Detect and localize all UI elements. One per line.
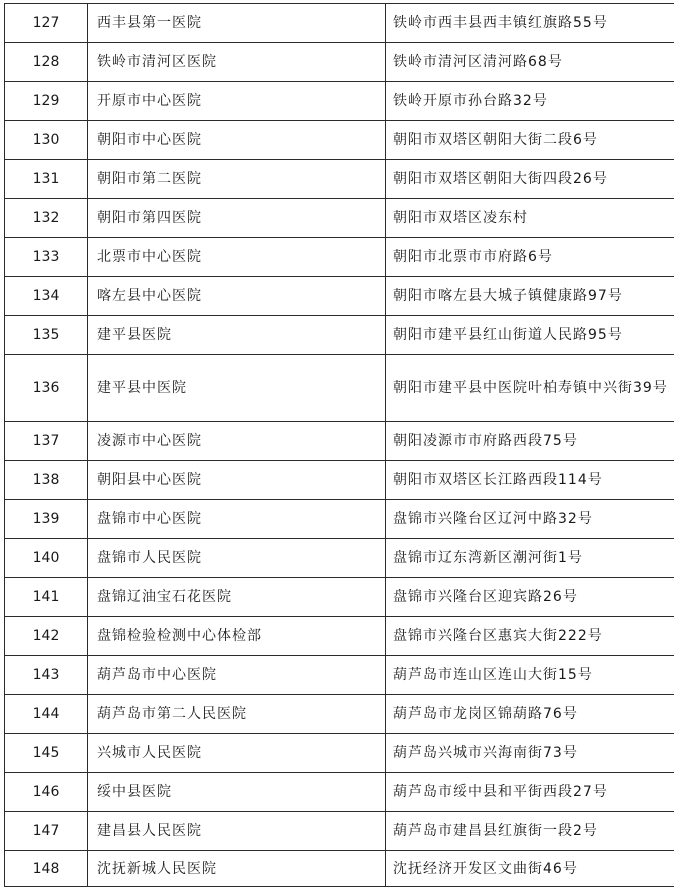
hospital-address: 葫芦岛市建昌县红旗街一段2号 xyxy=(386,812,674,851)
row-number: 145 xyxy=(5,734,88,773)
hospital-name: 喀左县中心医院 xyxy=(88,277,386,316)
hospital-address: 朝阳市北票市市府路6号 xyxy=(386,238,674,277)
row-number: 127 xyxy=(5,4,88,43)
hospital-name: 兴城市人民医院 xyxy=(88,734,386,773)
table-row xyxy=(5,82,674,121)
row-number: 138 xyxy=(5,461,88,500)
hospital-address: 沈抚经济开发区文曲街46号 xyxy=(386,851,674,887)
table-row xyxy=(5,199,674,238)
hospital-address: 朝阳市建平县红山街道人民路95号 xyxy=(386,316,674,355)
table-row xyxy=(5,812,674,851)
table-row xyxy=(5,734,674,773)
hospital-address: 铁岭开原市孙台路32号 xyxy=(386,82,674,121)
hospital-address: 盘锦市辽东湾新区潮河街1号 xyxy=(386,539,674,578)
table-row xyxy=(5,851,674,887)
hospital-name: 盘锦检验检测中心体检部 xyxy=(88,617,386,656)
table-row xyxy=(5,539,674,578)
table-row xyxy=(5,160,674,199)
hospital-name: 朝阳市第四医院 xyxy=(88,199,386,238)
hospital-address: 朝阳市喀左县大城子镇健康路97号 xyxy=(386,277,674,316)
row-number: 140 xyxy=(5,539,88,578)
table-row xyxy=(5,238,674,277)
hospital-name: 建昌县人民医院 xyxy=(88,812,386,851)
row-number: 136 xyxy=(5,355,88,422)
hospital-name: 建平县医院 xyxy=(88,316,386,355)
hospital-name: 盘锦辽油宝石花医院 xyxy=(88,578,386,617)
row-number: 143 xyxy=(5,656,88,695)
hospital-address: 葫芦岛市绥中县和平街西段27号 xyxy=(386,773,674,812)
hospital-name: 朝阳市中心医院 xyxy=(88,121,386,160)
table-row xyxy=(5,461,674,500)
table-row xyxy=(5,773,674,812)
hospital-address: 葫芦岛市连山区连山大街15号 xyxy=(386,656,674,695)
table-row xyxy=(5,43,674,82)
row-number: 142 xyxy=(5,617,88,656)
table-row xyxy=(5,121,674,160)
table-row xyxy=(5,4,674,43)
row-number: 146 xyxy=(5,773,88,812)
hospital-address: 盘锦市兴隆台区迎宾路26号 xyxy=(386,578,674,617)
hospital-name: 铁岭市清河区医院 xyxy=(88,43,386,82)
hospital-address: 朝阳凌源市市府路西段75号 xyxy=(386,422,674,461)
row-number: 141 xyxy=(5,578,88,617)
table-row xyxy=(5,578,674,617)
row-number: 132 xyxy=(5,199,88,238)
row-number: 139 xyxy=(5,500,88,539)
hospital-name: 西丰县第一医院 xyxy=(88,4,386,43)
row-number: 131 xyxy=(5,160,88,199)
table-row xyxy=(5,617,674,656)
row-number: 133 xyxy=(5,238,88,277)
hospital-address: 葫芦岛市龙岗区锦葫路76号 xyxy=(386,695,674,734)
hospital-name: 沈抚新城人民医院 xyxy=(88,851,386,887)
hospital-address: 朝阳市双塔区朝阳大街二段6号 xyxy=(386,121,674,160)
row-number: 129 xyxy=(5,82,88,121)
row-number: 130 xyxy=(5,121,88,160)
hospital-address: 朝阳市双塔区长江路西段114号 xyxy=(386,461,674,500)
hospital-name: 绥中县医院 xyxy=(88,773,386,812)
hospital-address: 朝阳市双塔区凌东村 xyxy=(386,199,674,238)
hospital-address: 葫芦岛兴城市兴海南街73号 xyxy=(386,734,674,773)
hospital-name: 朝阳县中心医院 xyxy=(88,461,386,500)
hospital-name: 凌源市中心医院 xyxy=(88,422,386,461)
table-row xyxy=(5,500,674,539)
hospital-name: 建平县中医院 xyxy=(88,355,386,422)
row-number: 137 xyxy=(5,422,88,461)
table-row xyxy=(5,656,674,695)
row-number: 147 xyxy=(5,812,88,851)
hospital-address: 铁岭市清河区清河路68号 xyxy=(386,43,674,82)
table-row xyxy=(5,695,674,734)
hospital-address: 铁岭市西丰县西丰镇红旗路55号 xyxy=(386,4,674,43)
hospital-address: 朝阳市双塔区朝阳大街四段26号 xyxy=(386,160,674,199)
table-row xyxy=(5,277,674,316)
row-number: 144 xyxy=(5,695,88,734)
row-number: 134 xyxy=(5,277,88,316)
hospital-address: 盘锦市兴隆台区惠宾大街222号 xyxy=(386,617,674,656)
hospital-address: 朝阳市建平县中医院叶柏寿镇中兴街39号 xyxy=(386,355,674,422)
hospital-table xyxy=(4,3,674,887)
table-row xyxy=(5,355,674,422)
row-number: 128 xyxy=(5,43,88,82)
hospital-name: 朝阳市第二医院 xyxy=(88,160,386,199)
hospital-name: 葫芦岛市第二人民医院 xyxy=(88,695,386,734)
hospital-name: 开原市中心医院 xyxy=(88,82,386,121)
hospital-address: 盘锦市兴隆台区辽河中路32号 xyxy=(386,500,674,539)
table-row xyxy=(5,316,674,355)
table-row xyxy=(5,422,674,461)
hospital-name: 盘锦市中心医院 xyxy=(88,500,386,539)
row-number: 148 xyxy=(5,851,88,887)
hospital-name: 葫芦岛市中心医院 xyxy=(88,656,386,695)
hospital-name: 北票市中心医院 xyxy=(88,238,386,277)
hospital-name: 盘锦市人民医院 xyxy=(88,539,386,578)
row-number: 135 xyxy=(5,316,88,355)
